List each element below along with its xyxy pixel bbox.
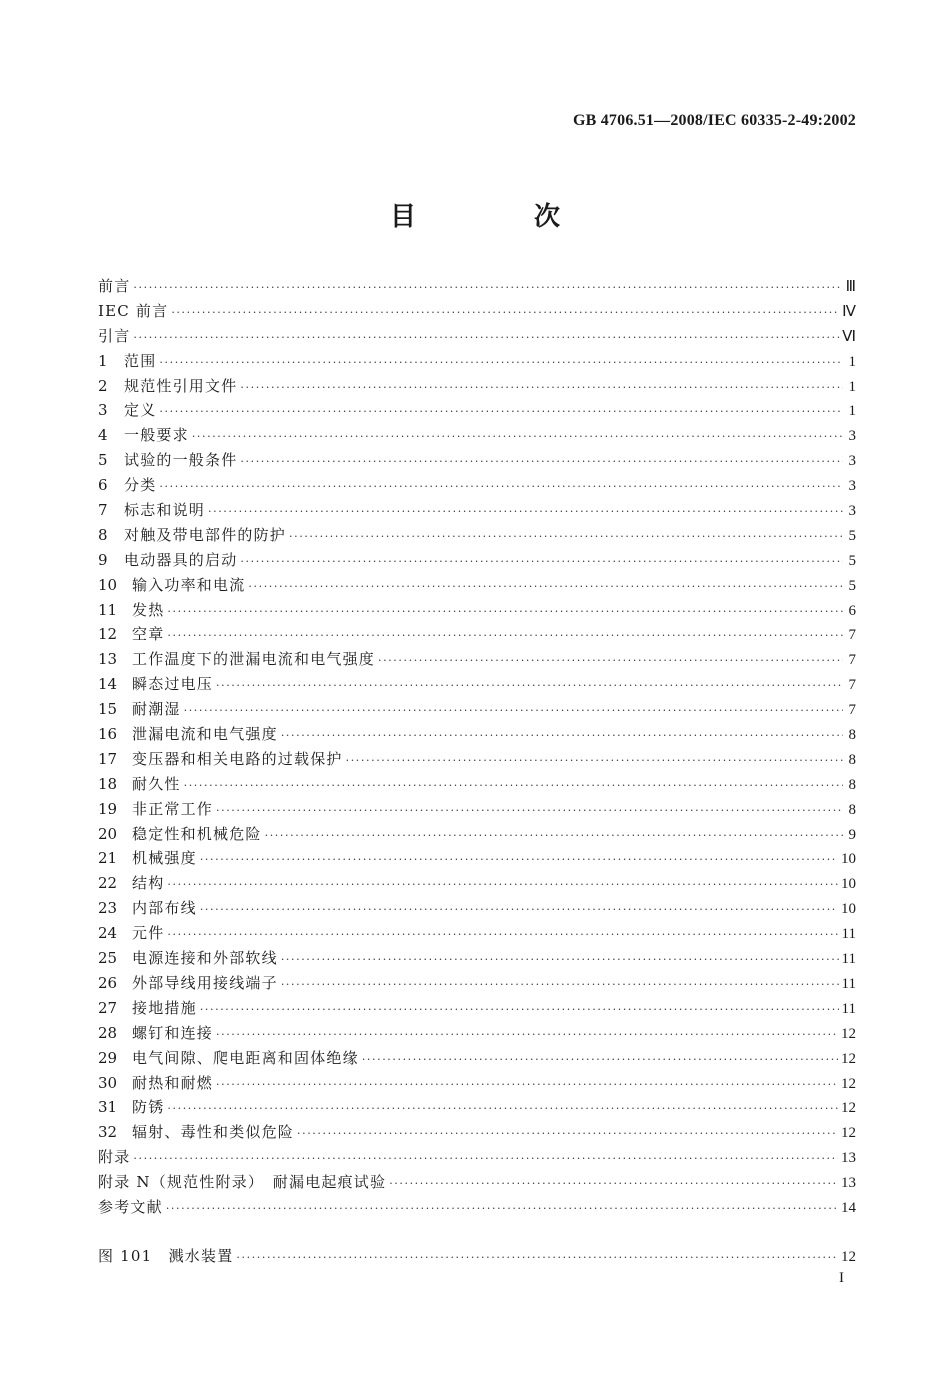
toc-entry-page: Ⅳ [842, 303, 856, 320]
toc-entry-page: 6 [848, 602, 856, 619]
toc-entry-number: 20 [98, 824, 118, 843]
toc-entry-label: 机械强度 [132, 849, 197, 868]
toc-entry-page: 8 [848, 776, 856, 793]
standard-code: GB 4706.51—2008/IEC 60335-2-49:2002 [573, 112, 856, 129]
toc-entry-page: 1 [848, 403, 856, 420]
toc-leader-dots [389, 1172, 838, 1197]
toc-entry[interactable] [98, 1095, 856, 1120]
toc-entry-page: 10 [841, 901, 856, 918]
toc-entry-label: 输入功率和电流 [132, 575, 246, 594]
toc-entry-number: 12 [98, 625, 118, 644]
toc-entry[interactable] [98, 1145, 856, 1170]
toc-entry[interactable] [98, 299, 856, 324]
toc-entry-page: 12 [841, 1249, 856, 1265]
toc-entry[interactable] [98, 573, 856, 598]
toc-entry[interactable] [98, 448, 856, 473]
toc-entry[interactable] [98, 921, 856, 946]
toc-entry[interactable] [98, 1195, 856, 1220]
toc-leader-dots [167, 873, 838, 898]
toc-leader-dots [184, 699, 843, 724]
toc-entry-label: 电气间隙、爬电距离和固体绝缘 [132, 1048, 359, 1067]
toc-entry-label: 防锈 [132, 1098, 165, 1117]
toc-leader-dots [200, 898, 838, 923]
toc-entry-page: Ⅲ [845, 279, 856, 295]
toc-leader-dots [248, 575, 843, 600]
toc-entry-number: 29 [98, 1048, 118, 1067]
toc-entry-page: 1 [848, 378, 856, 395]
toc-leader-dots [216, 674, 843, 699]
toc-leader-dots [281, 724, 843, 749]
toc-entry[interactable] [98, 697, 856, 722]
toc-entry-label: 图 101 溅水装置 [98, 1247, 234, 1265]
toc-entry-page: 8 [848, 751, 856, 768]
toc-entry-page: 5 [848, 527, 856, 544]
toc-leader-dots [133, 276, 842, 301]
toc-entry-number: 6 [98, 476, 108, 495]
toc-entry[interactable] [98, 822, 856, 847]
toc-entry-number: 16 [98, 725, 118, 744]
toc-leader-dots [240, 450, 843, 475]
toc-entry-page: 11 [841, 975, 856, 992]
toc-leader-dots [159, 475, 843, 500]
toc-leader-dots [362, 1048, 838, 1073]
toc-entry-number: 27 [98, 998, 118, 1017]
toc-entry-label: 前言 [98, 277, 131, 295]
page-number: I [839, 1270, 844, 1286]
toc-entry[interactable] [98, 846, 856, 871]
toc-entry-label: 辐射、毒性和类似危险 [132, 1123, 295, 1142]
toc-entry-number: 13 [98, 650, 118, 669]
toc-entry[interactable] [98, 1071, 856, 1096]
toc-entry-page: 7 [848, 677, 856, 694]
toc-entry-label: 电源连接和外部软线 [132, 949, 278, 968]
toc-entry[interactable] [98, 274, 856, 299]
toc-entry-number: 9 [98, 550, 108, 569]
toc-entry[interactable] [98, 398, 856, 423]
toc-leader-dots [236, 1246, 838, 1271]
toc-entry-number: 7 [98, 501, 108, 520]
toc-entry[interactable] [98, 622, 856, 647]
toc-leader-dots [184, 774, 843, 799]
toc-leader-dots [240, 376, 843, 401]
toc-entry-label: 螺钉和连接 [132, 1023, 214, 1042]
toc-entry[interactable] [98, 722, 856, 747]
toc-entry[interactable] [98, 647, 856, 672]
toc-entry-label: 空章 [132, 625, 165, 644]
toc-entry[interactable] [98, 946, 856, 971]
toc-entry-label: 外部导线用接线端子 [132, 973, 278, 992]
toc-entry-page: 13 [841, 1150, 856, 1167]
toc-entry[interactable] [98, 1046, 856, 1071]
toc-leader-dots [378, 649, 843, 674]
toc-entry-page: 11 [841, 926, 856, 943]
toc-entry-page: 14 [841, 1199, 856, 1216]
toc-entry[interactable] [98, 324, 856, 349]
toc-entry-number: 2 [98, 376, 108, 395]
toc-leader-dots [216, 1023, 838, 1048]
toc-leader-dots [133, 326, 839, 351]
toc-entry-label: 稳定性和机械危险 [132, 824, 262, 843]
toc-leader-dots [346, 749, 843, 774]
toc-entry-number: 5 [98, 451, 108, 470]
toc-entry-page: 12 [841, 1050, 856, 1067]
toc-entry[interactable] [98, 1120, 856, 1145]
toc-entry-page: 11 [841, 951, 856, 968]
toc-entry[interactable] [98, 523, 856, 548]
toc-entry[interactable] [98, 672, 856, 697]
toc-entry-label: 引言 [98, 326, 131, 345]
toc-entry-page: 3 [848, 503, 856, 520]
toc-entry[interactable] [98, 1021, 856, 1046]
toc-entry-page: 11 [841, 1000, 856, 1017]
toc-entry-label: 对触及带电部件的防护 [124, 525, 287, 544]
toc-entry-number: 14 [98, 675, 118, 694]
toc-entry-label: 瞬态过电压 [132, 675, 214, 694]
toc-leader-dots [216, 1073, 838, 1098]
toc-entry-page: 12 [841, 1075, 856, 1092]
toc-entry-page: 8 [848, 727, 856, 744]
toc-leader-dots [200, 998, 839, 1023]
toc-entry-number: 26 [98, 973, 118, 992]
table-of-contents [98, 274, 856, 1220]
toc-entry-number: 18 [98, 774, 118, 793]
toc-entry-page: 3 [848, 478, 856, 495]
toc-entry-number: 25 [98, 949, 118, 968]
toc-entry-number: 11 [98, 600, 118, 619]
toc-leader-dots [159, 400, 843, 425]
toc-entry[interactable] [98, 548, 856, 573]
toc-entry-page: 9 [848, 826, 856, 843]
toc-leader-dots [167, 624, 843, 649]
toc-entry[interactable] [98, 797, 856, 822]
toc-leader-dots [289, 525, 843, 550]
toc-entry-label: 试验的一般条件 [124, 451, 238, 470]
toc-entry-page: 12 [841, 1125, 856, 1142]
toc-entry[interactable] [98, 896, 856, 921]
toc-leader-dots [133, 1147, 838, 1172]
toc-entry-page: 10 [841, 876, 856, 893]
toc-leader-dots [167, 600, 843, 625]
toc-entry-number: 3 [98, 401, 108, 420]
toc-entry-page: 5 [848, 577, 856, 594]
page-title: 目 次 [389, 202, 606, 232]
toc-leader-dots [240, 550, 843, 575]
toc-entry-page: 8 [848, 801, 856, 818]
toc-entry-label: 附录 N（规范性附录） 耐漏电起痕试验 [98, 1173, 387, 1192]
toc-leader-dots [159, 351, 843, 376]
toc-leader-dots [281, 973, 839, 998]
toc-entry[interactable] [98, 423, 856, 448]
toc-entry[interactable] [98, 349, 856, 374]
toc-entry-page: 10 [841, 851, 856, 868]
toc-entry-label: 分类 [124, 476, 157, 495]
toc-entry[interactable] [98, 971, 856, 996]
toc-leader-dots [192, 425, 843, 450]
toc-entry[interactable] [98, 871, 856, 896]
toc-leader-dots [167, 923, 838, 948]
figure-list [98, 1244, 856, 1269]
toc-leader-dots [171, 301, 839, 326]
toc-entry-number: 10 [98, 575, 118, 594]
toc-leader-dots [281, 948, 839, 973]
toc-leader-dots [216, 799, 843, 824]
toc-leader-dots [166, 1197, 838, 1222]
toc-entry-number: 21 [98, 849, 118, 868]
toc-entry-label: 耐潮湿 [132, 700, 181, 719]
toc-entry[interactable] [98, 498, 856, 523]
toc-entry-label: 元件 [132, 924, 165, 943]
toc-entry-page: Ⅵ [842, 328, 856, 345]
toc-entry[interactable] [98, 473, 856, 498]
toc-entry-label: 定义 [124, 401, 157, 420]
toc-entry-number: 1 [98, 351, 108, 370]
toc-entry-label: 变压器和相关电路的过载保护 [132, 749, 343, 768]
toc-entry-number: 17 [98, 749, 118, 768]
toc-entry-page: 7 [848, 627, 856, 644]
toc-entry-number: 4 [98, 426, 108, 445]
toc-entry-number: 32 [98, 1123, 118, 1142]
toc-entry-page: 3 [848, 453, 856, 470]
toc-entry[interactable] [98, 598, 856, 623]
toc-leader-dots [200, 848, 838, 873]
toc-entry-page: 7 [848, 652, 856, 669]
toc-entry[interactable] [98, 772, 856, 797]
toc-entry-number: 24 [98, 924, 118, 943]
toc-entry-number: 28 [98, 1023, 118, 1042]
toc-entry-page: 13 [841, 1175, 856, 1192]
toc-leader-dots [265, 824, 843, 849]
toc-entry-number: 15 [98, 700, 118, 719]
toc-entry-label: 参考文献 [98, 1197, 163, 1216]
toc-entry-label: 结构 [132, 874, 165, 893]
toc-entry-label: 标志和说明 [124, 501, 206, 520]
toc-entry-page: 3 [848, 428, 856, 445]
toc-entry[interactable] [98, 996, 856, 1021]
toc-entry-label: 电动器具的启动 [124, 550, 238, 569]
toc-entry-label: 接地措施 [132, 998, 197, 1017]
toc-entry-label: 非正常工作 [132, 799, 214, 818]
toc-entry-label: IEC 前言 [98, 301, 169, 320]
toc-leader-dots [297, 1122, 838, 1147]
toc-entry-number: 30 [98, 1073, 118, 1092]
toc-entry-label: 规范性引用文件 [124, 376, 238, 395]
toc-entry-page: 1 [848, 353, 856, 370]
toc-entry-label: 耐久性 [132, 774, 181, 793]
toc-leader-dots [208, 500, 843, 525]
toc-entry-page: 12 [841, 1025, 856, 1042]
toc-entry-label: 内部布线 [132, 899, 197, 918]
toc-entry-label: 附录 [98, 1148, 131, 1167]
toc-leader-dots [167, 1097, 838, 1122]
toc-entry-label: 工作温度下的泄漏电流和电气强度 [132, 650, 376, 669]
toc-entry-number: 22 [98, 874, 118, 893]
toc-entry-label: 发热 [132, 600, 165, 619]
toc-entry-number: 19 [98, 799, 118, 818]
toc-entry-number: 23 [98, 899, 118, 918]
toc-entry-label: 范围 [124, 351, 157, 370]
toc-entry-number: 31 [98, 1098, 118, 1117]
toc-entry[interactable] [98, 374, 856, 399]
toc-entry-page: 12 [841, 1100, 856, 1117]
toc-entry-label: 泄漏电流和电气强度 [132, 725, 278, 744]
toc-entry[interactable] [98, 1244, 856, 1269]
toc-entry-label: 耐热和耐燃 [132, 1073, 214, 1092]
toc-entry-page: 5 [848, 552, 856, 569]
toc-entry-number: 8 [98, 525, 108, 544]
toc-entry-label: 一般要求 [124, 426, 189, 445]
toc-entry[interactable] [98, 1170, 856, 1195]
toc-entry-page: 7 [848, 702, 856, 719]
toc-entry[interactable] [98, 747, 856, 772]
